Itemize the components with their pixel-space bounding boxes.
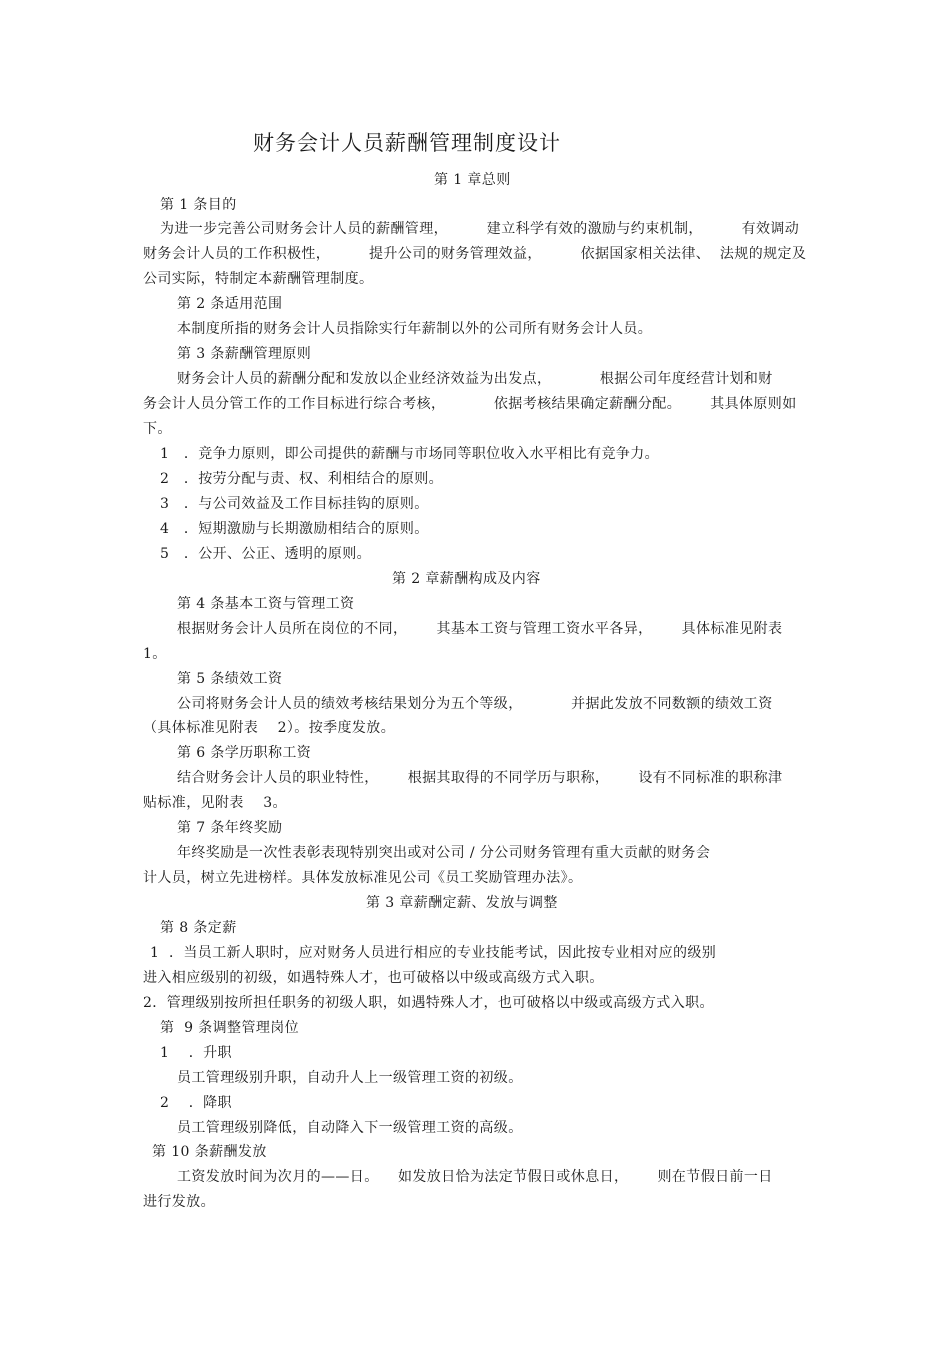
article-7-text-line: 年终奖励是一次性表彰表现特别突出或对公司 / 分公司财务管理有重大贡献的财务会 — [177, 845, 711, 861]
article-3-text-line: 务会计人员分管工作的工作目标进行综合考核， 依据考核结果确定薪酬分配。 其具体原则如 — [143, 396, 797, 412]
principle-list-item: 3 ．与公司效益及工作目标挂钩的原则。 — [160, 496, 429, 512]
article-7-heading: 第 7 条年终奖励 — [177, 820, 283, 836]
article-6-heading: 第 6 条学历职称工资 — [177, 745, 312, 761]
article-10-heading: 第 10 条薪酬发放 — [152, 1144, 267, 1160]
article-1-text-line: 公司实际，特制定本薪酬管理制度。 — [143, 271, 374, 287]
article-6-text-line: 结合财务会计人员的职业特性， 根据其取得的不同学历与职称， 设有不同标准的职称津 — [177, 770, 783, 786]
article-3-text-line: 下。 — [143, 421, 172, 437]
article-9-text-line: 员工管理级别升职，自动升人上一级管理工资的初级。 — [177, 1070, 523, 1086]
article-8-text-line: 2．管理级别按所担任职务的初级人职，如遇特殊人才，也可破格以中级或高级方式入职。 — [143, 995, 714, 1011]
article-1-heading: 第 1 条目的 — [160, 197, 237, 213]
principle-list-item: 2 ．按劳分配与责、权、利相结合的原则。 — [160, 471, 444, 487]
chapter-1-heading: 第 1 章总则 — [434, 172, 511, 188]
article-1-text-line: 财务会计人员的工作积极性， 提升公司的财务管理效益， 依据国家相关法律、 法规的规定及 — [143, 246, 807, 262]
article-5-text-line: （具体标准见附表 2）。按季度发放。 — [143, 720, 396, 736]
article-9-heading: 第 9 条调整管理岗位 — [160, 1020, 300, 1036]
article-4-text-line: 1。 — [143, 646, 167, 662]
article-8-text-line: 进入相应级别的初级，如遇特殊人才，也可破格以中级或高级方式入职。 — [143, 970, 604, 986]
article-5-heading: 第 5 条绩效工资 — [177, 671, 283, 687]
article-4-text-line: 根据财务会计人员所在岗位的不同， 其基本工资与管理工资水平各异， 具体标准见附表 — [177, 621, 783, 637]
principle-list-item: 4 ．短期激励与长期激励相结合的原则。 — [160, 521, 429, 537]
article-9-list-item: 2 ．降职 — [160, 1095, 232, 1111]
principle-list-item: 5 ．公开、公正、透明的原则。 — [160, 546, 372, 562]
article-1-text-line: 为进一步完善公司财务会计人员的薪酬管理， 建立科学有效的激励与约束机制， 有效调动 — [160, 221, 800, 237]
article-10-text-line: 工资发放时间为次月的——日。 如发放日恰为法定节假日或休息日， 则在节假日前一日 — [177, 1169, 773, 1185]
article-9-list-item: 1 ．升职 — [160, 1045, 232, 1061]
article-5-text-line: 公司将财务会计人员的绩效考核结果划分为五个等级， 并据此发放不同数额的绩效工资 — [177, 696, 773, 712]
article-2-heading: 第 2 条适用范围 — [177, 296, 283, 312]
article-10-text-line: 进行发放。 — [143, 1194, 215, 1210]
article-8-heading: 第 8 条定薪 — [160, 920, 237, 936]
article-9-text-line: 员工管理级别降低，自动降入下一级管理工资的高级。 — [177, 1120, 523, 1136]
article-2-text-line: 本制度所指的财务会计人员指除实行年薪制以外的公司所有财务会计人员。 — [177, 321, 653, 337]
chapter-2-heading: 第 2 章薪酬构成及内容 — [392, 571, 541, 587]
principle-list-item: 1 ．竞争力原则，即公司提供的薪酬与市场同等职位收入水平相比有竞争力。 — [160, 446, 660, 462]
document-title: 财务会计人员薪酬管理制度设计 — [253, 131, 561, 155]
article-4-heading: 第 4 条基本工资与管理工资 — [177, 596, 355, 612]
article-6-text-line: 贴标准，见附表 3。 — [143, 795, 287, 811]
article-8-text-line: 1 ．当员工新人职时，应对财务人员进行相应的专业技能考试，因此按专业相对应的级别 — [150, 945, 717, 961]
article-3-heading: 第 3 条薪酬管理原则 — [177, 346, 312, 362]
article-3-text-line: 财务会计人员的薪酬分配和发放以企业经济效益为出发点， 根据公司年度经营计划和财 — [177, 371, 773, 387]
chapter-3-heading: 第 3 章薪酬定薪、发放与调整 — [366, 895, 558, 911]
article-7-text-line: 计人员，树立先进榜样。具体发放标准见公司《员工奖励管理办法》。 — [143, 870, 583, 886]
